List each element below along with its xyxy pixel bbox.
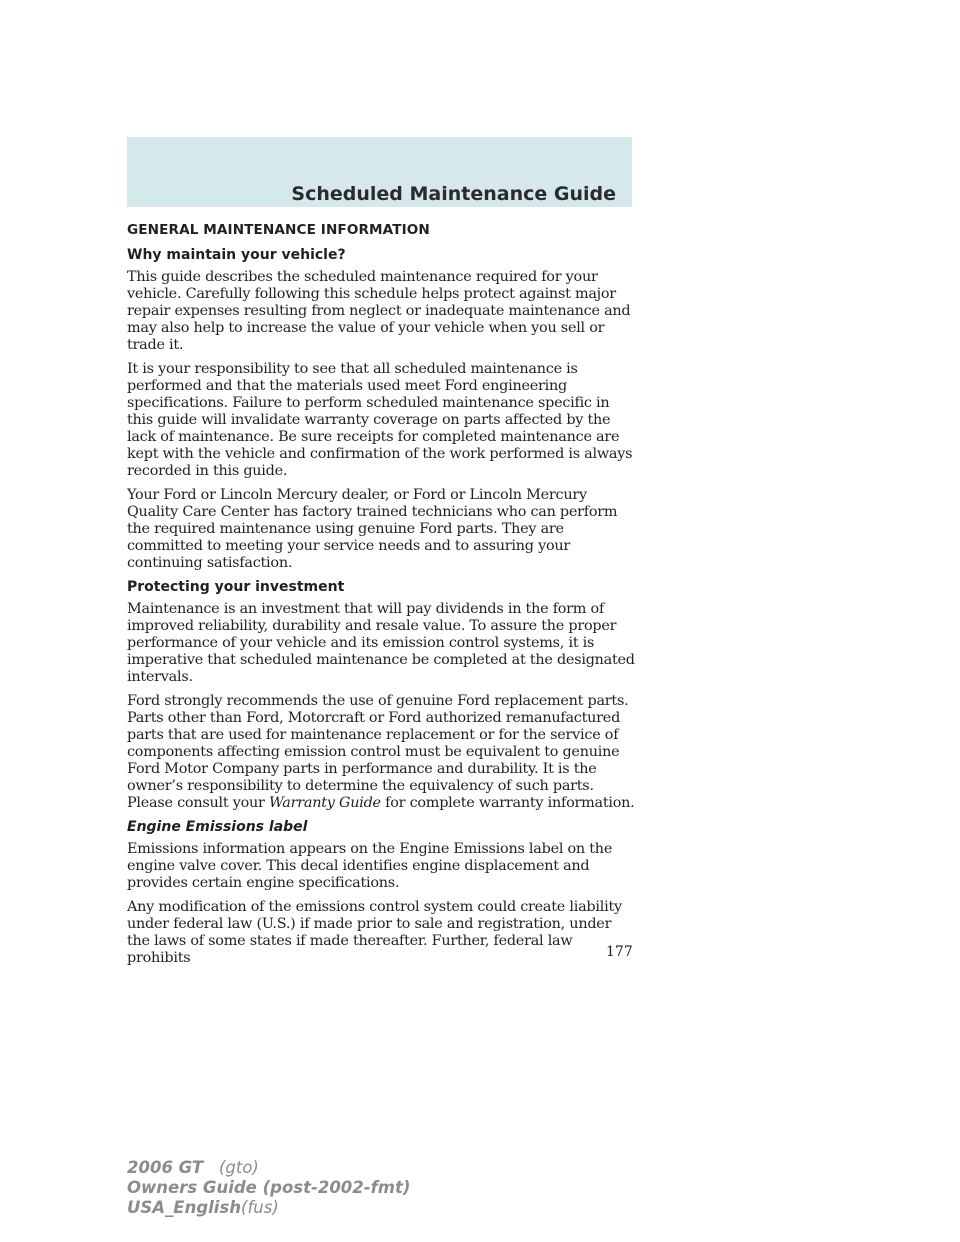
emissions-paragraph-2: Any modification of the emissions control system could create liability under federal law (U.S.) if made prior to sale and registration, under the laws of some states if made thereafter. Further, federal law prohibits (127, 899, 622, 966)
protecting-p2-end: for complete warranty information. (385, 795, 635, 811)
warranty-guide-reference: Warranty Guide (268, 795, 381, 811)
protecting-p2-text: Ford strongly recommends the use of genuine Ford replacement parts. Parts other than Ford, Motorcraft or Ford authorized remanufactured parts that are used for maintenance replacement or for the service of components affecting emission control must be equivalent to genuine Ford Motor Company parts in performance and durability. It is the owner’s responsibility to determine the equivalency of such parts. Please consult your (127, 693, 629, 811)
emissions-heading: Engine Emissions label (127, 819, 308, 835)
footer (127, 1158, 410, 1218)
main-heading: GENERAL MAINTENANCE INFORMATION (127, 222, 430, 238)
why-paragraph-3: Your Ford or Lincoln Mercury dealer, or Ford or Lincoln Mercury Quality Care Center has factory trained technicians who can perform the required maintenance using genuine Ford parts. They are committed to meeting your service needs and to assuring your continuing satisfaction. (127, 487, 618, 571)
footer-line-1 (127, 1158, 410, 1178)
footer-model: 2006 GT (127, 1158, 204, 1177)
footer-line-3 (127, 1198, 410, 1218)
why-paragraph-1: This guide describes the scheduled maintenance required for your vehicle. Carefully following this schedule helps protect against major repair expenses resulting from neglect or inadequate maintenance and may also help to increase the value of your vehicle when you sell or trade it. (127, 269, 631, 353)
protecting-paragraph-1: Maintenance is an investment that will pay dividends in the form of improved reliability, durability and resale value. To assure the proper performance of your vehicle and its emission control systems, it is imperative that scheduled maintenance be completed at the designated intervals. (127, 601, 635, 685)
why-heading: Why maintain your vehicle? (127, 247, 346, 263)
footer-model-code: (gto) (218, 1158, 259, 1177)
section-title: Scheduled Maintenance Guide (291, 183, 616, 205)
page-content (127, 222, 637, 974)
emissions-paragraph-1: Emissions information appears on the Engine Emissions label on the engine valve cover. This decal identifies engine displacement and provides certain engine specifications. (127, 841, 613, 891)
footer-line-2: Owners Guide (post-2002-fmt) (127, 1178, 411, 1197)
why-paragraph-2: It is your responsibility to see that all scheduled maintenance is performed and that the materials used meet Ford engineering specifications. Failure to perform scheduled maintenance specific in this guide will invalidate warranty coverage on parts affected by the lack of maintenance. Be sure receipts for completed maintenance are kept with the vehicle and confirmation of the work performed is always recorded in this guide. (127, 361, 633, 479)
page-number: 177 (606, 944, 633, 960)
protecting-heading: Protecting your investment (127, 579, 345, 595)
footer-language: USA_English (127, 1198, 242, 1217)
footer-language-code: (fus) (241, 1198, 279, 1217)
protecting-paragraph-2 (127, 693, 637, 812)
